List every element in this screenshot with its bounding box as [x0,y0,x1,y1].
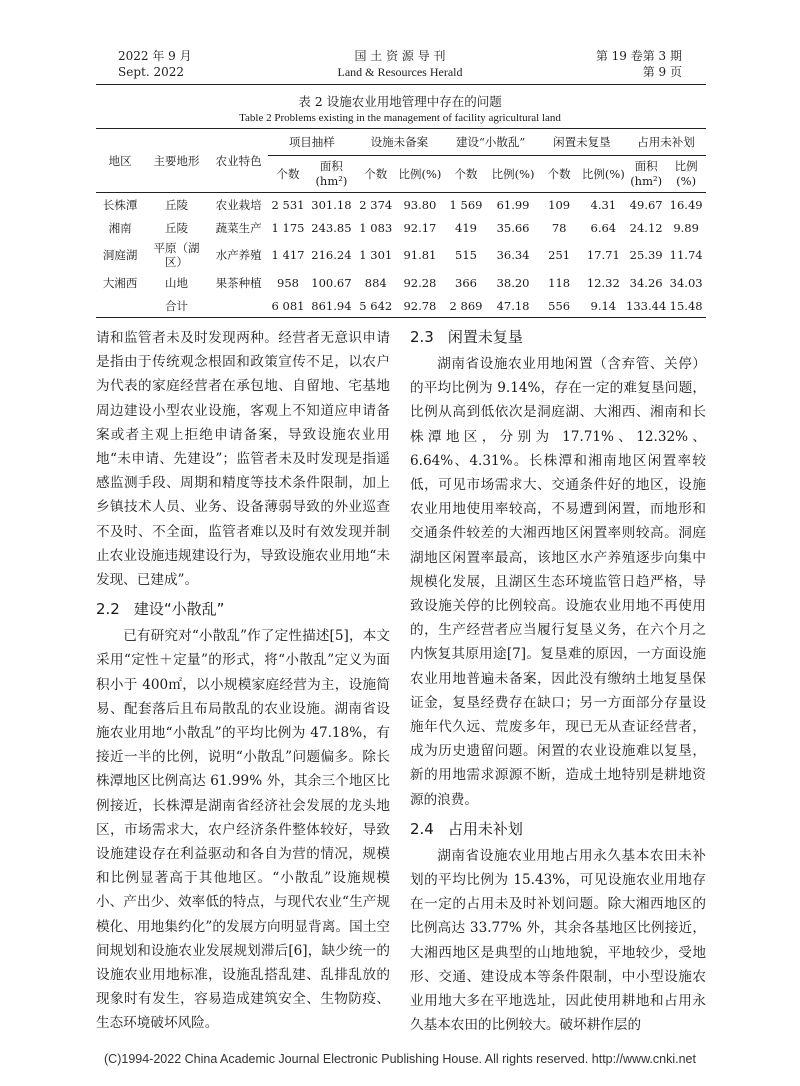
body-paragraph: 湖南省设施农业用地闲置（含弃管、关停）的平均比例为 9.14%，存在一定的难复垦问题，比例从高到低依次是洞庭湖、大湘西、湘南和长株潭地区，分别为 17.71%、12.32%、6.64%、4.31%。长株潭和湘南地区闲置率较低，可见市场需求大、交通条件好的地区，设施农业用地使用率较高，不易遭到闲置，而地形和交通条件较差的大湘西地区闲置率则较高。洞庭湖地区闲置率最高，该地区水产养殖逐步向集中规模化发展，且湖区生态环境监管日趋严格，导致设施关停的比例较高。设施农业用地不再使用的，生产经营者应当履行复垦义务，在六个月之内恢复其原用途[7]。复垦难的原因，一方面设施农业用地普遍未备案，因此没有缴纳土地复垦保证金，复垦经费存在缺口；另一方面部分存量设施年代久远、荒废多年，现已无从查证经营者，成为历史遗留问题。闲置的农业设施难以复垦，新的用地需求源源不断，造成土地特别是耕地资源的浪费。 [410,356,706,808]
cell-region: 洞庭湖 [102,248,138,262]
cell: 884 [364,275,387,290]
sub-count: 个数 [364,166,388,181]
cell: 6 081 [268,294,307,318]
table-caption-cn: 表 2 设施农业用地管理中存在的问题 [298,94,502,109]
section-heading-2-3 [410,324,706,350]
cell: 216.24 [311,248,352,262]
cell: 2 869 [444,294,489,318]
cell: 1 175 [271,220,305,235]
section-title: 闲置未复垦 [447,328,523,346]
body-paragraph: 湖南省设施农业用地占用永久基本农田未补划的平均比例为 15.43%，可见设施农业用地存在一定的占用未及时补划问题。除大湘西地区的比例高达 33.77% 外，其余各基地区比例接近，大湘西地区是典型的山地地貌，平地较少，受地形、交通、建设成本等条件限制，中小型设施农业用地大多在平地选址，因此使用耕地和占用永久基本农田的比例较大。破坏耕作层的 [410,847,706,1034]
journal-name-cn: 国 土 资 源 导 刊 [354,49,446,63]
cell: 6.64 [590,220,617,235]
cell: 515 [455,248,477,262]
cell: 11.74 [669,248,703,262]
cell: 25.39 [629,248,663,262]
body-paragraph: 请和监管者未及时发现两种。经营者无意识申请是指由于传统观念根固和政策宣传不足，以农户为代表的家庭经营者在承包地、自留地、宅基地周边建设小型农业设施，客观上不知道应申请备案或者主观上拒绝申请备案，导致设施农业用地“未申请、先建设”；监管者未及时发现是指遥感监测手段、周期和精度等技术条件限制，加上乡镇技术人员、业务、设备薄弱导致的外业巡查不及时、不全面，监管者难以及时有效发现并制止农业设施违规建设行为，导致设施农业用地“未发现、已建成”。 [96,330,390,589]
cell: 118 [548,275,571,290]
issue-date-en: Sept. 2022 [118,65,184,79]
copyright-footer: (C)1994-2022 China Academic Journal Electronic Publishing House. All rights reserved. http://www.cnki.net [104,1052,696,1066]
cell: 958 [277,275,299,290]
cell-feature: 蔬菜生产 [215,220,262,235]
cell: 100.67 [311,275,352,290]
col-landform: 主要地形 [144,129,209,193]
body-paragraph: 已有研究对“小散乱”作了定性描述[5]，本文采用“定性＋定量”的形式，将“小散乱”定义为面积小于 400㎡，以小规模家庭经营为主，设施简易、配套落后且布局散乱的农业设施。湖南省设施农业用地“小散乱”的平均比例为 47.18%，有接近一半的比例，说明“小散乱”问题偏多。除长株潭地区比例高达 61.99% 外，其余三个地区比例接近，长株潭是湖南省经济社会发展的龙头地区，市场需求大，农户经济条件整体较好，导致设施建设存在利益驱动和各自为营的情况，规模和比例显著高于其他地区。“小散乱”设施规模小、产出少、效率低的特点，与现代农业“生产规模化、用地集约化”的发展方向明显背离。国土空间规划和设施农业发展规划滞后[6]，缺少统一的设施农业用地标准，设施乱搭乱建、乱排乱放的现象时有发生，容易造成建筑安全、生物防疫、生态环境破坏风险。 [96,628,390,1032]
cell: 36.34 [496,248,530,262]
cell: 251 [548,248,571,262]
section-title: 占用未补划 [447,819,523,838]
sub-count: 个数 [547,166,571,181]
cell: 556 [538,294,581,318]
table-row [96,216,706,239]
cell: 366 [455,275,477,290]
cell-total-label: 合计 [144,294,209,318]
section-title: 建设“小散乱” [133,600,225,619]
cell-landform: 丘陵 [164,220,188,235]
cell: 17.71 [586,248,620,262]
cell-landform: 山地 [164,275,188,290]
cell-region: 大湘西 [102,275,138,290]
cell: 243.85 [311,220,352,235]
section-number: 2.2 [96,600,120,619]
cell-feature: 水产养殖 [215,248,262,262]
sub-area: 面积(hm²) [630,159,663,188]
cell: 61.99 [496,197,530,212]
cell: 24.12 [629,220,663,235]
section-number: 2.4 [410,819,434,838]
cell: 92.78 [396,294,443,318]
issue-date-cn: 2022 年 9 月 [118,49,192,63]
cell-landform: 平原（湖区） [153,241,200,269]
cell: 92.17 [403,220,437,235]
cell: 2 531 [271,197,305,212]
col-region: 地区 [96,129,144,193]
table-caption-en: Table 2 Problems existing in the management of facility agricultural land [239,112,561,124]
page-number: 第 9 页 [642,65,682,79]
journal-name-en: Land & Resources Herald [337,65,463,79]
table-row [96,271,706,294]
cell: 93.80 [403,197,437,212]
cell: 5 642 [355,294,396,318]
section-heading-2-2 [96,596,390,622]
cell: 1 083 [359,220,393,235]
cell: 1 301 [359,248,393,262]
cell: 38.20 [496,275,530,290]
cell-landform: 丘陵 [164,197,188,212]
sub-area: 面积(hm²) [315,159,348,188]
group-small-scattered: 建设“小散乱” [444,129,538,156]
table-total-row [96,294,706,318]
cell-region: 湘南 [108,220,132,235]
cell: 301.18 [311,197,352,212]
table-row [96,239,706,271]
left-column [96,326,390,1036]
sub-ratio: 比例(%) [398,166,442,181]
cell: 861.94 [308,294,356,318]
cell: 9.89 [673,220,699,235]
cell: 16.49 [669,197,703,212]
problems-table [96,128,706,318]
cell: 34.26 [629,275,663,290]
cell: 91.81 [403,248,437,262]
cell: 92.28 [403,275,437,290]
group-idle: 闲置未复垦 [538,129,626,156]
sub-count: 个数 [276,166,300,181]
cell: 1 417 [271,248,305,262]
cell: 4.31 [590,197,617,212]
cell: 419 [455,220,477,235]
cell: 1 569 [449,197,483,212]
sub-count: 个数 [454,166,478,181]
cell: 12.32 [586,275,620,290]
right-column [410,326,706,1037]
cell-feature: 果茶种植 [215,275,262,290]
header-right [596,48,682,80]
cell: 2 374 [359,197,393,212]
cell: 109 [548,197,571,212]
cell: 78 [551,220,567,235]
cell-region: 长株潭 [102,197,138,212]
cell: 35.66 [496,220,530,235]
cell-feature: 农业栽培 [215,197,262,212]
cell: 49.67 [629,197,663,212]
volume-issue: 第 19 卷第 3 期 [595,49,682,63]
group-sample: 项目抽样 [268,129,355,156]
table-row [96,193,706,217]
cell: 34.03 [669,275,703,290]
sub-ratio: 比例(%) [491,166,535,181]
sub-ratio: 比例(%) [581,166,625,181]
cell: 9.14 [581,294,626,318]
cell: 47.18 [488,294,537,318]
section-number: 2.3 [410,328,434,346]
cell: 133.44 [626,294,666,318]
col-feature: 农业特色 [209,129,269,193]
sub-ratio: 比例(%) [674,159,698,188]
header-rule [96,84,706,85]
group-occupy: 占用未补划 [626,129,706,156]
cell: 15.48 [666,294,706,318]
group-unfiled: 设施未备案 [355,129,443,156]
section-heading-2-4 [410,816,706,842]
